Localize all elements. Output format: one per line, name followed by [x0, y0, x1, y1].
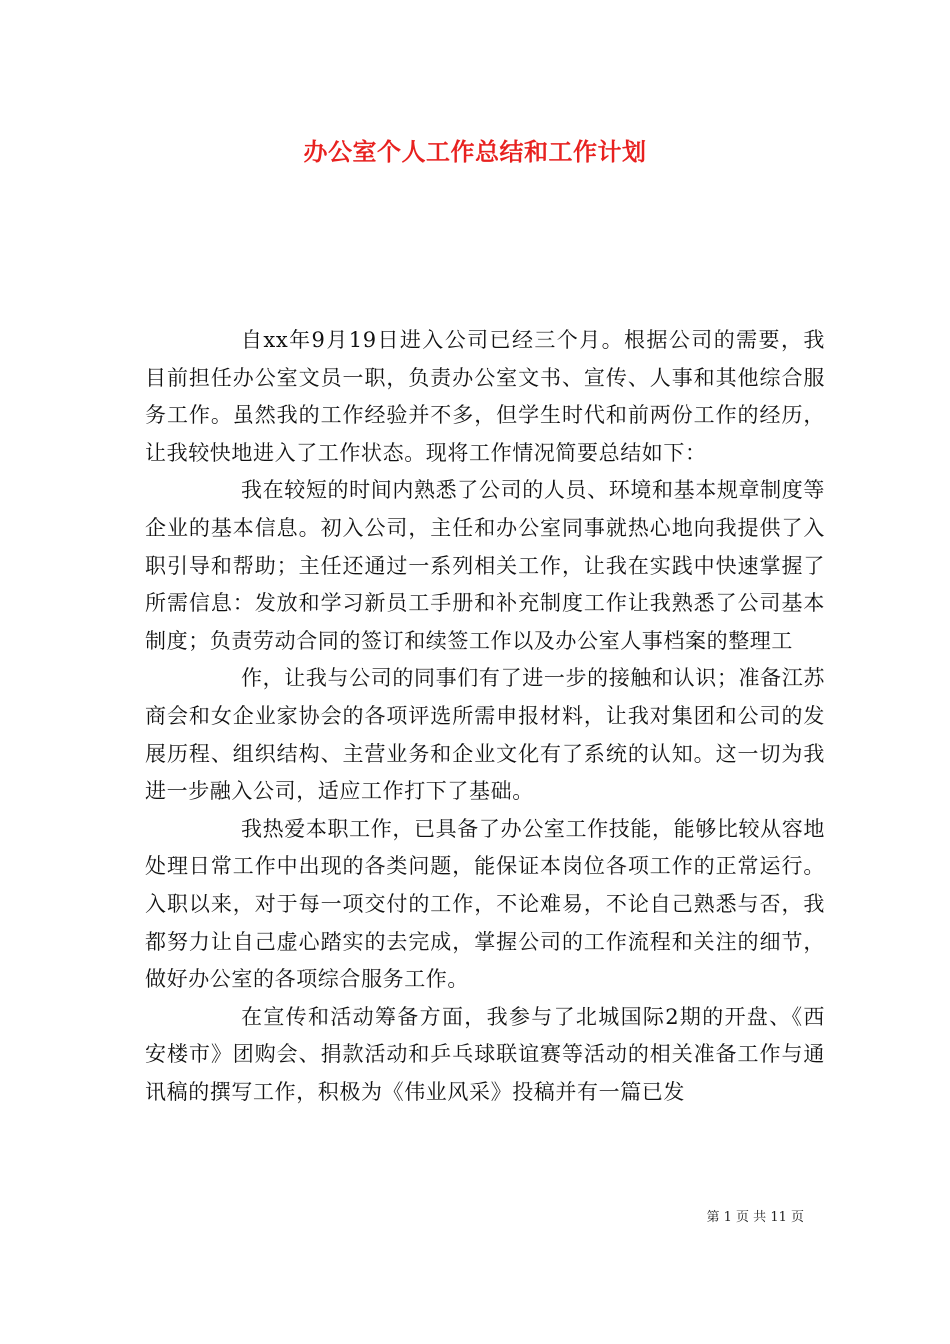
paragraph-5: 在宣传和活动筹备方面，我参与了北城国际2期的开盘、《西安楼市》团购会、捐款活动和乒乓球联谊赛等活动的相关准备工作与通讯稿的撰写工作，积极为《伟业风采》投稿并有一篇已发	[145, 1004, 825, 1104]
paragraph-1: 自xx年9月19日进入公司已经三个月。根据公司的需要，我目前担任办公室文员一职，负责办公室文书、宣传、人事和其他综合服务工作。虽然我的工作经验并不多，但学生时代和前两份工作的经历，让我较快地进入了工作状态。现将工作情况简要总结如下：	[145, 328, 825, 465]
paragraph-3: 作，让我与公司的同事们有了进一步的接触和认识；准备江苏商会和女企业家协会的各项评选所需申报材料，让我对集团和公司的发展历程、组织结构、主营业务和企业文化有了系统的认知。这一切为我进一步融入公司，适应工作打下了基础。	[145, 666, 825, 804]
page-number-footer: 第 1 页 共 11 页	[706, 1210, 804, 1225]
paragraph-2: 我在较短的时间内熟悉了公司的人员、环境和基本规章制度等企业的基本信息。初入公司，主任和办公室同事就热心地向我提供了入职引导和帮助；主任还通过一系列相关工作，让我在实践中快速掌握了所需信息：发放和学习新员工手册和补充制度工作让我熟悉了公司基本制度；负责劳动合同的签订和续签工作以及办公室人事档案的整理工	[145, 478, 825, 653]
paragraph-4: 我热爱本职工作，已具备了办公室工作技能，能够比较从容地处理日常工作中出现的各类问题，能保证本岗位各项工作的正常运行。入职以来，对于每一项交付的工作，不论难易，不论自己熟悉与否，我都努力让自己虚心踏实的去完成，掌握公司的工作流程和关注的细节，做好办公室的各项综合服务工作。	[145, 816, 825, 992]
document-title: 办公室个人工作总结和工作计划	[303, 137, 647, 166]
document-body	[145, 322, 825, 1111]
